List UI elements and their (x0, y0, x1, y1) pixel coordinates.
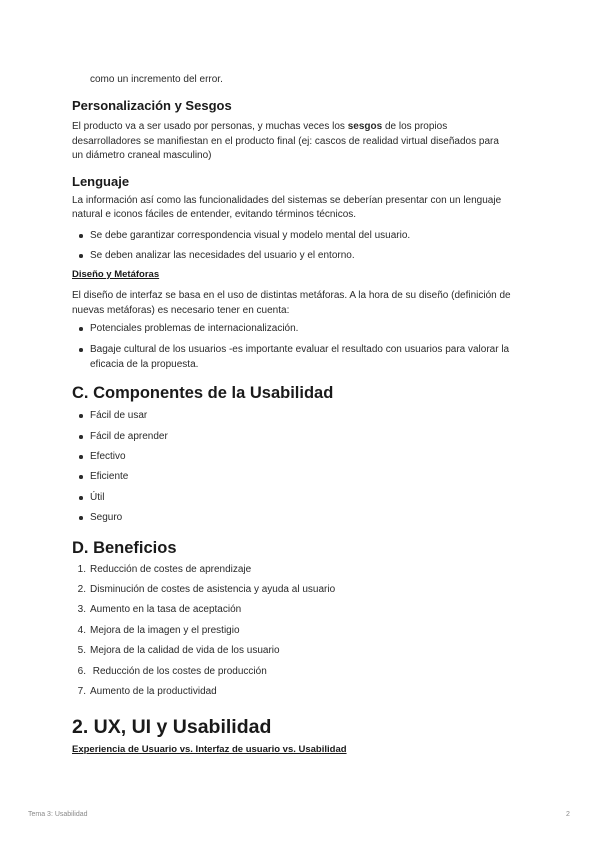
bullet-icon (79, 455, 83, 459)
lenguaje-bullet-1: Se debe garantizar correspondencia visual y modelo mental del usuario. (90, 230, 411, 241)
disenio-bullet-2-line1: Bagaje cultural de los usuarios -es importante evaluar el resultado con usuarios para valorar la (90, 344, 510, 355)
page-number: 2 (566, 811, 570, 818)
list-number: 4. (77, 625, 86, 636)
bullet-icon (79, 348, 83, 352)
subheading-experiencia-usuario: Experiencia de Usuario vs. Interfaz de usuario vs. Usabilidad (72, 744, 347, 755)
lenguaje-paragraph-line1: La información así como las funcionalidades del sistemas se deberían presentar con un lenguaje (72, 195, 502, 206)
bullet-icon (79, 414, 83, 418)
personalizacion-text-after: de los propios (382, 121, 448, 132)
beneficios-item: Disminución de costes de asistencia y ayuda al usuario (90, 584, 336, 595)
beneficios-item: Aumento en la tasa de aceptación (90, 604, 242, 615)
personalizacion-paragraph-line3: un diámetro craneal masculino) (72, 150, 212, 161)
list-number: 1. (77, 564, 86, 575)
disenio-paragraph-line1: El diseño de interfaz se basa en el uso de distintas metáforas. A la hora de su diseño (definición de (72, 290, 511, 301)
heading-disenio-metaforas: Diseño y Metáforas (72, 269, 160, 280)
disenio-bullet-2-line2: eficacia de la propuesta. (90, 359, 199, 370)
heading-personalizacion: Personalización y Sesgos (72, 98, 232, 113)
componentes-item: Fácil de aprender (90, 431, 168, 442)
footer-title: Tema 3: Usabilidad (28, 811, 88, 818)
componentes-item: Útil (90, 492, 105, 503)
heading-componentes: C. Componentes de la Usabilidad (72, 384, 334, 402)
bullet-icon (79, 516, 83, 520)
heading-ux-ui-usabilidad: 2. UX, UI y Usabilidad (72, 716, 272, 738)
disenio-paragraph-line2: nuevas metáforas) es necesario tener en cuenta: (72, 305, 290, 316)
list-number: 7. (77, 686, 86, 697)
bullet-icon (79, 475, 83, 479)
beneficios-item: Mejora de la calidad de vida de los usuario (90, 645, 280, 656)
bullet-icon (79, 496, 83, 500)
beneficios-item: Mejora de la imagen y el prestigio (90, 625, 240, 636)
list-number: 3. (77, 604, 86, 615)
bullet-icon (79, 327, 83, 331)
lenguaje-paragraph-line2: natural e iconos fáciles de entender, evitando términos técnicos. (72, 209, 357, 220)
componentes-item: Seguro (90, 512, 123, 523)
heading-lenguaje: Lenguaje (72, 174, 130, 189)
personalizacion-text-before: El producto va a ser usado por personas, y muchas veces los (72, 121, 348, 132)
disenio-bullet-1: Potenciales problemas de internacionalización. (90, 323, 299, 334)
list-number: 5. (77, 645, 86, 656)
beneficios-item: Reducción de los costes de producción (90, 666, 267, 677)
componentes-item: Efectivo (90, 451, 126, 462)
personalizacion-paragraph-line1 (72, 119, 447, 135)
lenguaje-bullet-2: Se deben analizar las necesidades del usuario y el entorno. (90, 250, 355, 261)
continuation-text: como un incremento del error. (90, 74, 223, 85)
personalizacion-paragraph-line2: desarrolladores se manifiestan en el producto final (ej: cascos de realidad virtual diseñados para (72, 136, 499, 147)
bullet-icon (79, 254, 83, 258)
bullet-icon (79, 435, 83, 439)
list-number: 6. (77, 666, 86, 677)
componentes-item: Eficiente (90, 471, 129, 482)
heading-beneficios: D. Beneficios (72, 539, 177, 557)
beneficios-item: Reducción de costes de aprendizaje (90, 564, 252, 575)
bullet-icon (79, 234, 83, 238)
list-number: 2. (77, 584, 86, 595)
sesgos-bold: sesgos (347, 121, 383, 132)
componentes-item: Fácil de usar (90, 410, 148, 421)
beneficios-item: Aumento de la productividad (90, 686, 217, 697)
